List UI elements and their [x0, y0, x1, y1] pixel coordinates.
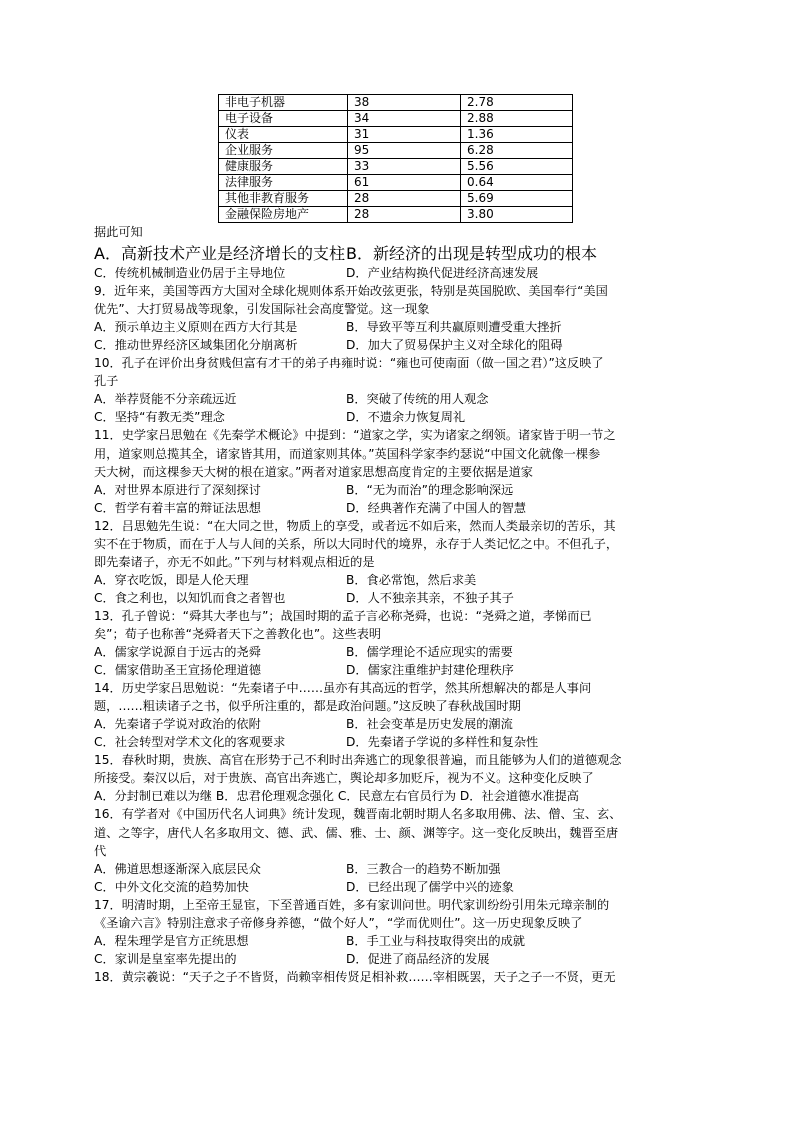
question-11-text: 用，道家则总揽其全，诸家皆其用，而道家则其体。”英国科学家李约瑟说“中国文化就像一棵参 — [94, 446, 601, 461]
option-row — [94, 336, 706, 354]
option-row — [94, 241, 706, 264]
option-row — [94, 715, 706, 733]
option-b: B．食必常饱，然后求美 — [346, 572, 477, 587]
table-cell-value-2: 2.78 — [461, 95, 573, 111]
question-13 — [94, 607, 706, 679]
question-17 — [94, 896, 706, 968]
option-b: B．导致平等互利共赢原则遭受重大挫折 — [346, 320, 562, 335]
data-table — [218, 94, 573, 223]
question-18 — [94, 968, 706, 986]
option-d: D．儒家注重维护封建伦理秩序 — [346, 663, 514, 678]
option-c: C．社会转型对学术文化的客观要求 — [94, 735, 286, 750]
question-16-text: 16．有学者对《中国历代名人词典》统计发现，魏晋南北朝时期人名多取用佛、法、僧、宝、玄、 — [94, 807, 622, 822]
question-17-text: 《圣谕六言》特别注意求子帝修身养德，“做个好人”，“学而优则仕”。这一历史现象反映了 — [94, 915, 583, 930]
option-row — [94, 733, 706, 751]
option-row — [94, 264, 706, 282]
option-b: B．儒学理论不适应现实的需要 — [346, 645, 513, 660]
option-c: C．中外文化交流的趋势加快 — [94, 879, 249, 894]
table-cell-value-1: 33 — [348, 159, 461, 175]
table-cell-value-1: 61 — [348, 175, 461, 191]
question-12-text: 即先秦诸子，亦无不如此。”下列与材料观点相近的是 — [94, 554, 375, 569]
option-b: B．新经济的出现是转型成功的根本 — [346, 244, 597, 264]
question-15 — [94, 751, 706, 805]
table-cell-industry: 金融保险房地产 — [219, 207, 348, 223]
table-row — [219, 95, 573, 111]
option-a: A．高新技术产业是经济增长的支柱 — [94, 244, 345, 264]
table-cell-industry: 仪表 — [219, 127, 348, 143]
question-12 — [94, 517, 706, 607]
table-cell-value-2: 5.56 — [461, 159, 573, 175]
table-cell-value-2: 6.28 — [461, 143, 573, 159]
option-d: D．先秦诸子学说的多样性和复杂性 — [346, 735, 539, 750]
question-8-stem: 据此可知 — [94, 225, 143, 239]
option-b: B．突破了传统的用人观念 — [346, 392, 489, 407]
exam-page — [94, 94, 706, 986]
question-10-text: 10．孔子在评价出身贫贱但富有才干的弟子冉雍时说：“雍也可使南面（做一国之君）”这反映了 — [94, 356, 604, 371]
option-b: B．社会变革是历史发展的潮流 — [346, 717, 513, 732]
option-c: C．食之利也，以知饥而食之者智也 — [94, 590, 286, 605]
table-cell-value-2: 5.69 — [461, 191, 573, 207]
option-b: B．“无为而治”的理念影响深远 — [346, 482, 514, 497]
question-11-text: 天大树，而这棵参天大树的根在道家。”两者对道家思想高度肯定的主要依据是道家 — [94, 464, 533, 479]
table-cell-value-2: 1.36 — [461, 127, 573, 143]
table-cell-value-2: 0.64 — [461, 175, 573, 191]
option-d: D．不遗余力恢复周礼 — [346, 410, 466, 425]
question-16-text: 代 — [94, 843, 107, 858]
option-row — [94, 318, 706, 336]
question-11 — [94, 426, 706, 516]
table-row — [219, 191, 573, 207]
option-c: C．家训是皇室率先提出的 — [94, 951, 237, 966]
option-d: D．人不独亲其亲，不独子其子 — [346, 590, 514, 605]
table-row — [219, 159, 573, 175]
option-row — [94, 390, 706, 408]
option-row — [94, 481, 706, 499]
question-14-text: 14．历史学家吕思勉说：“先秦诸子中……虽亦有其高远的哲学，然其所想解决的都是人事问 — [94, 681, 592, 696]
option-a: A．佛道思想逐渐深入底层民众 — [94, 861, 261, 876]
option-row — [94, 571, 706, 589]
question-18-text: 18．黄宗羲说：“天子之子不皆贤，尚赖宰相传贤足相补救……宰相既罢，天子之子一不贤，更无 — [94, 969, 616, 984]
option-d: D．加大了贸易保护主义对全球化的阻碍 — [346, 338, 563, 353]
table-cell-value-1: 31 — [348, 127, 461, 143]
question-12-text: 12．吕思勉先生说：“在大同之世，物质上的享受，或者远不如后来，然而人类最亲切的苦乐，其 — [94, 518, 616, 533]
question-13-text: 13．孔子曾说：“舜其大孝也与”；战国时期的孟子言必称尧舜，也说：“尧舜之道，孝悌而已 — [94, 608, 592, 623]
table-cell-industry: 电子设备 — [219, 111, 348, 127]
table-row — [219, 175, 573, 191]
table-row — [219, 111, 573, 127]
table-cell-industry: 非电子机器 — [219, 95, 348, 111]
table-cell-value-2: 2.88 — [461, 111, 573, 127]
option-row — [94, 878, 706, 896]
question-9-text: 优先”、大打贸易战等现象，引发国际社会高度警觉。这一现象 — [94, 302, 430, 317]
option-row — [94, 643, 706, 661]
option-row — [94, 860, 706, 878]
question-11-text: 11．史学家吕思勉在《先秦学术概论》中提到：“道家之学，实为诸家之纲领。诸家皆于明一节之 — [94, 428, 616, 443]
table-cell-value-1: 28 — [348, 191, 461, 207]
option-a: A．程朱理学是官方正统思想 — [94, 933, 249, 948]
option-a: A．穿衣吃饭，即是人伦天理 — [94, 572, 249, 587]
question-10 — [94, 354, 706, 426]
option-row — [94, 950, 706, 968]
table-row — [219, 127, 573, 143]
table-cell-industry: 其他非教育服务 — [219, 191, 348, 207]
table-cell-industry: 企业服务 — [219, 143, 348, 159]
option-d: D．产业结构换代促进经济高速发展 — [346, 266, 539, 281]
option-b: B．三教合一的趋势不断加强 — [346, 861, 501, 876]
question-8 — [94, 223, 706, 282]
table-cell-value-1: 34 — [348, 111, 461, 127]
option-a: A．先秦诸子学说对政治的依附 — [94, 717, 261, 732]
table-row — [219, 143, 573, 159]
option-d: D．已经出现了儒学中兴的迹象 — [346, 879, 514, 894]
question-15-options: A．分封制已难以为继 B．忠君伦理观念强化 C．民意左右官员行为 D．社会道德水准提高 — [94, 789, 579, 804]
table-row — [219, 207, 573, 223]
question-15-text: 15．春秋时期，贵族、高官在形势于己不利时出奔逃亡的现象很普遍，而且能够为人们的道德观念 — [94, 753, 622, 768]
option-d: D．促进了商品经济的发展 — [346, 951, 490, 966]
table-cell-industry: 法律服务 — [219, 175, 348, 191]
table-cell-value-1: 38 — [348, 95, 461, 111]
option-row — [94, 499, 706, 517]
option-row — [94, 589, 706, 607]
option-c: C．坚持“有教无类”理念 — [94, 410, 225, 425]
option-row — [94, 661, 706, 679]
question-9-text: 9．近年来，美国等西方大国对全球化规则体系开始改弦更张，特别是英国脱欧、美国奉行“美国 — [94, 284, 608, 299]
question-14 — [94, 679, 706, 751]
option-c: C．传统机械制造业仍居于主导地位 — [94, 266, 286, 281]
option-c: C．儒家借助圣王宣扬伦理道德 — [94, 663, 261, 678]
question-9 — [94, 282, 706, 354]
option-row — [94, 408, 706, 426]
question-14-text: 题，……粗读诸子之书，似乎所注重的，都是政治问题。”这反映了春秋战国时期 — [94, 699, 521, 714]
option-a: A．儒家学说源自于远古的尧舜 — [94, 645, 261, 660]
question-17-text: 17．明清时期，上至帝王显宦，下至普通百姓，多有家训问世。明代家训纷纷引用朱元璋亲制的 — [94, 897, 610, 912]
option-d: D．经典著作充满了中国人的智慧 — [346, 500, 527, 515]
question-16-text: 道、之等字，唐代人名多取用文、德、武、儒、雅、士、颜、渊等字。这一变化反映出，魏晋至唐 — [94, 825, 619, 840]
option-a: A．预示单边主义原则在西方大行其是 — [94, 320, 298, 335]
table-cell-value-1: 28 — [348, 207, 461, 223]
option-a: A．对世界本原进行了深刻探讨 — [94, 482, 261, 497]
option-b: B．手工业与科技取得突出的成就 — [346, 933, 525, 948]
option-c: C．推动世界经济区域集团化分崩离析 — [94, 338, 298, 353]
question-12-text: 实不在于物质，而在于人与人间的关系，所以大同时代的境界，永存于人类记忆之中。不但孔子， — [94, 536, 619, 551]
question-13-text: 矣”；荀子也称善“尧舜者天下之善教化也”。这些表明 — [94, 626, 382, 641]
question-16 — [94, 805, 706, 895]
table-cell-industry: 健康服务 — [219, 159, 348, 175]
option-a: A．举荐贤能不分亲疏远近 — [94, 392, 237, 407]
table-cell-value-1: 95 — [348, 143, 461, 159]
question-15-text: 所接受。秦汉以后，对于贵族、高官出奔逃亡，舆论却多加贬斥，视为不义。这种变化反映了 — [94, 771, 594, 786]
question-10-text: 孔子 — [94, 374, 119, 389]
option-c: C．哲学有着丰富的辩证法思想 — [94, 500, 261, 515]
option-row — [94, 932, 706, 950]
table-cell-value-2: 3.80 — [461, 207, 573, 223]
